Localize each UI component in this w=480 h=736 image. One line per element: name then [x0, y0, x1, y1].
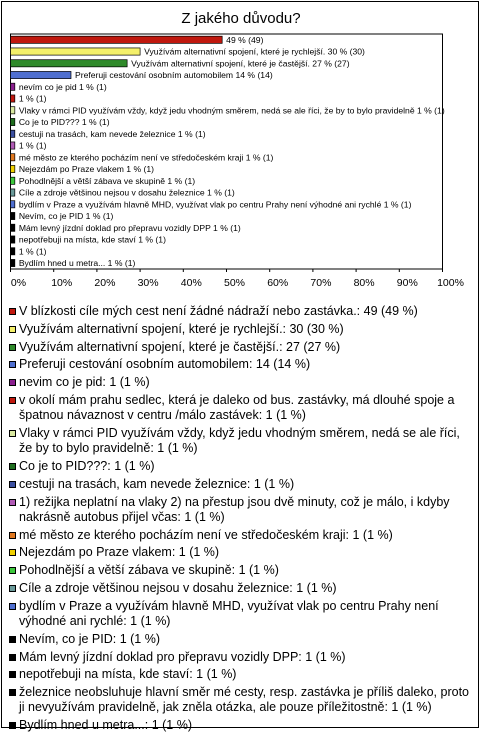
bar-5 — [11, 83, 15, 90]
bar-13 — [11, 177, 15, 184]
legend-swatch-7 — [9, 430, 16, 437]
legend-label-1: V blízkosti cíle mých cest není žádné nádraží nebo zastávka.: 49 (49 %) — [19, 304, 418, 318]
bar-12 — [11, 165, 15, 172]
legend-swatch-11 — [9, 532, 16, 539]
legend-item-1 — [9, 304, 471, 319]
bar-label-6: 1 % (1) — [18, 93, 47, 104]
legend-swatch-3 — [9, 344, 16, 351]
legend-label-7: Vlaky v rámci PID využívám vždy, když jedu vhodným směrem, nedá se ale říci, že by to bylo pravidelně: 1 (1 %) — [19, 425, 460, 456]
legend-item-9 — [9, 477, 471, 492]
bar-7 — [11, 107, 15, 114]
x-tick-label-6: 60% — [267, 277, 289, 289]
legend-label-9: cestuji na trasách, kam nevede železnice: 1 (1 %) — [19, 476, 295, 491]
x-tick-label-2: 20% — [94, 277, 116, 289]
legend-swatch-13 — [9, 567, 16, 574]
bar-19 — [11, 248, 15, 255]
bar-label-19: 1 % (1) — [18, 246, 47, 257]
bar-label-10: 1 % (1) — [18, 140, 47, 151]
legend-label-6: v okolí mám prahu sedlec, která je daleko od bus. zastávky, má dlouhé spoje a špatnou návaznost v centru /málo zastávek: 1 (1 %) — [19, 392, 455, 423]
legend-label-5: nevim co je pid: 1 (1 %) — [19, 375, 150, 390]
legend-item-18 — [9, 667, 471, 682]
legend-item-14 — [9, 581, 471, 596]
legend-swatch-6 — [9, 397, 16, 404]
x-tick-label-3: 30% — [137, 277, 159, 289]
bar-20 — [11, 259, 15, 266]
legend-item-7 — [9, 426, 471, 456]
bar-label-14: Cíle a zdroje většinou nejsou v dosahu železnice 1 % (1) — [18, 187, 235, 198]
legend-item-13 — [9, 563, 471, 578]
legend-label-16: Nevím, co je PID: 1 (1 %) — [19, 631, 161, 646]
legend-label-19: železnice neobsluhuje hlavní směr mé cesty, resp. zastávka je příliš daleko, proto ji nevyužívám pravidelně, jak zněla otázka, ale pouze příležitostně: 1 (1 %) — [19, 685, 469, 715]
bar-1 — [11, 36, 223, 43]
legend-label-18: nepotřebuji na místa, kde staví: 1 (1 %) — [19, 667, 237, 682]
legend-label-10: 1) režijka neplatní na vlaky 2) na přestup jsou dvě minuty, což je málo, i kdyby nakrásně autobus přijel včas: 1 (1 %) — [19, 494, 450, 524]
bar-label-1: 49 % (49) — [226, 34, 264, 45]
legend-item-12 — [9, 545, 471, 560]
x-tick-label-8: 80% — [353, 277, 375, 289]
legend-swatch-12 — [9, 549, 16, 556]
x-tick-label-0: 0% — [10, 277, 27, 289]
legend-swatch-10 — [9, 499, 16, 506]
legend-item-17 — [9, 650, 471, 665]
bar-label-3: Využívám alternativní spojení, které je častější. 27 % (27) — [131, 58, 350, 69]
x-tick-label-10: 100% — [437, 277, 464, 289]
bar-label-8: Co je to PID??? 1 % (1) — [18, 117, 110, 127]
bar-label-2: Využívám alternativní spojení, které je rychlejší. 30 % (30) — [144, 46, 365, 57]
bar-17 — [11, 224, 15, 231]
legend-swatch-18 — [9, 671, 16, 678]
legend-item-2 — [9, 322, 471, 337]
legend-label-3: Využívám alternativní spojení, které je častější.: 27 (27 %) — [19, 339, 341, 354]
legend-label-15: bydlím v Praze a využívám hlavně MHD, využívat vlak po centru Prahy není výhodné ani rychlé: 1 (1 %) — [19, 598, 439, 628]
x-tick-label-5: 50% — [223, 277, 246, 289]
bar-9 — [11, 130, 15, 137]
legend-swatch-15 — [9, 603, 16, 610]
legend-swatch-4 — [9, 361, 16, 368]
legend-swatch-2 — [9, 326, 16, 333]
legend-item-20 — [9, 718, 471, 733]
legend-item-11 — [9, 528, 471, 543]
legend-item-19 — [9, 685, 471, 715]
bar-label-15: bydlím v Praze a využívám hlavně MHD, využívat vlak po centru Prahy není výhodné ani rychlé 1 % (1) — [18, 199, 412, 210]
bar-plot — [10, 33, 470, 305]
bar-label-18: nepotřebuji na místa, kde staví 1 % (1) — [18, 234, 166, 245]
legend-item-8 — [9, 459, 471, 474]
bar-label-16: Nevím, co je PID 1 % (1) — [18, 211, 114, 221]
bar-label-17: Mám levný jízdní doklad pro přepravu vozidly DPP 1 % (1) — [18, 222, 241, 233]
bar-label-20: Bydlím hned u metra... 1 % (1) — [18, 258, 136, 268]
legend-swatch-16 — [9, 636, 16, 643]
legend-label-13: Pohodlnější a větší zábava ve skupině: 1 (1 %) — [19, 563, 279, 578]
legend-item-6 — [9, 393, 471, 423]
legend-label-20: Bydlím hned u metra...: 1 (1 %) — [19, 718, 192, 733]
x-tick-label-4: 40% — [180, 277, 202, 289]
bar-3 — [11, 60, 128, 67]
legend-label-14: Cíle a zdroje většinou nejsou v dosahu železnice: 1 (1 %) — [19, 580, 337, 595]
legend-label-2: Využívám alternativní spojení, které je rychlejší.: 30 (30 %) — [19, 321, 344, 336]
legend-label-8: Co je to PID???: 1 (1 %) — [19, 458, 155, 473]
chart-title: Z jakého důvodu? — [181, 10, 301, 27]
bar-10 — [11, 142, 15, 149]
bar-2 — [11, 48, 141, 55]
legend-swatch-19 — [9, 689, 16, 696]
bar-11 — [11, 154, 15, 161]
legend-swatch-20 — [9, 722, 16, 729]
legend-label-12: Nejezdám po Praze vlakem: 1 (1 %) — [19, 545, 220, 560]
bar-label-13: Pohodlnější a větší zábava ve skupině 1 % (1) — [18, 175, 196, 186]
legend-swatch-8 — [9, 463, 16, 470]
legend-item-3 — [9, 340, 471, 355]
legend-item-10 — [9, 495, 471, 525]
bar-8 — [11, 118, 15, 125]
bar-14 — [11, 189, 15, 196]
legend-item-4 — [9, 357, 471, 372]
legend-swatch-14 — [9, 585, 16, 592]
bar-label-9: cestuji na trasách, kam nevede železnice 1 % (1) — [18, 128, 206, 139]
bar-label-11: mé město ze kterého pocházím není ve středočeském kraji 1 % (1) — [18, 152, 274, 163]
bar-18 — [11, 236, 15, 243]
bar-4 — [11, 71, 71, 78]
chart-frame — [1, 1, 479, 733]
bar-15 — [11, 201, 15, 208]
chart-legend — [9, 304, 471, 736]
bar-label-12: Nejezdám po Praze vlakem 1 % (1) — [18, 164, 154, 174]
legend-item-5 — [9, 375, 471, 390]
bar-label-5: nevím co je pid 1 % (1) — [18, 81, 107, 92]
bar-label-7: Vlaky v rámci PID využívám vždy, když jedu vhodným směrem, nedá se ale říci, že by to bylo pravidelně 1 % (1) — [18, 105, 445, 116]
legend-item-16 — [9, 632, 471, 647]
bar-6 — [11, 95, 15, 102]
bar-label-4: Preferuji cestování osobním automobilem 14 % (14) — [74, 70, 273, 80]
x-tick-label-7: 70% — [310, 277, 332, 289]
legend-label-11: mé město ze kterého pocházím není ve středočeském kraji: 1 (1 %) — [19, 527, 393, 542]
legend-swatch-17 — [9, 654, 16, 661]
legend-swatch-9 — [9, 481, 16, 488]
legend-label-17: Mám levný jízdní doklad pro přepravu vozidly DPP: 1 (1 %) — [19, 649, 346, 664]
legend-item-15 — [9, 599, 471, 629]
legend-swatch-5 — [9, 379, 16, 386]
bar-16 — [11, 212, 15, 219]
legend-label-4: Preferuji cestování osobním automobilem: 14 (14 %) — [19, 357, 311, 372]
x-tick-label-9: 90% — [396, 277, 418, 289]
legend-swatch-1 — [9, 308, 16, 315]
x-tick-label-1: 10% — [51, 277, 73, 289]
